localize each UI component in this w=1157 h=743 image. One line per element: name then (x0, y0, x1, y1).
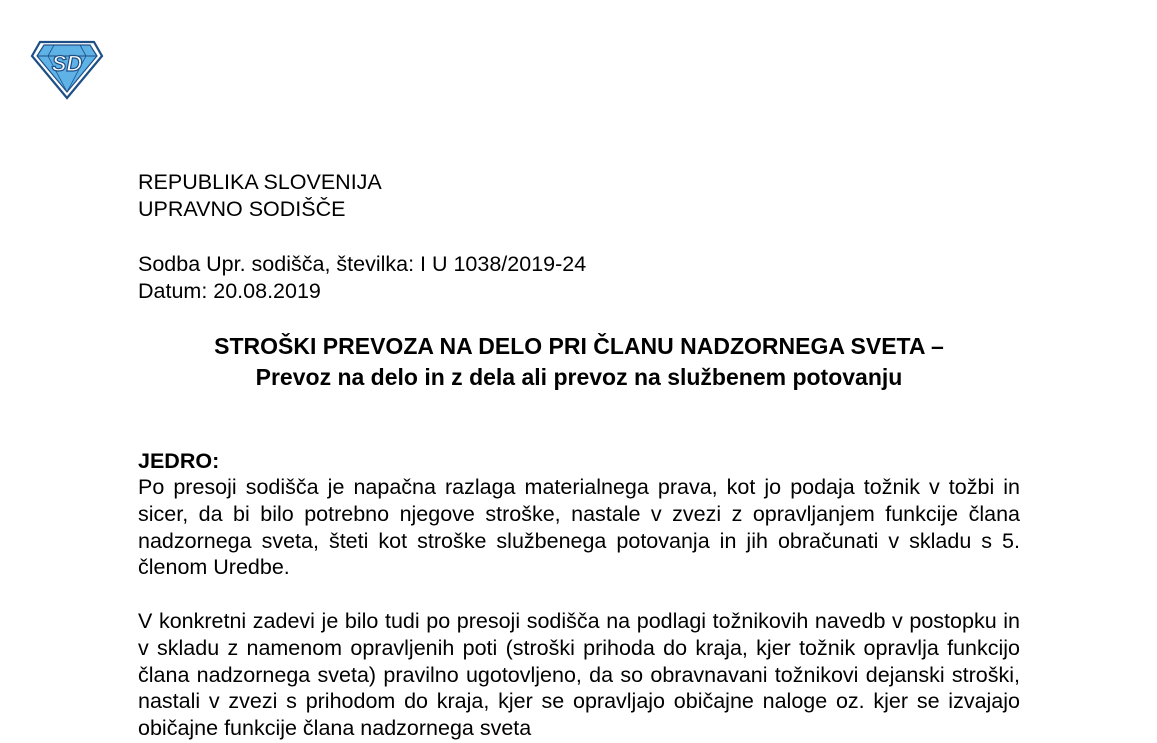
judgment-number: Sodba Upr. sodišča, številka: I U 1038/2019-24 (138, 252, 587, 276)
logo-emblem (30, 38, 104, 100)
document-title-line-2: Prevoz na delo in z dela ali prevoz na službenem potovanju (255, 364, 903, 390)
logo-text: SD (51, 51, 83, 76)
judgment-date: Datum: 20.08.2019 (138, 279, 321, 303)
country-name: REPUBLIKA SLOVENIJA (138, 170, 382, 194)
court-name: UPRAVNO SODIŠČE (138, 197, 346, 221)
document-title-line-1: STROŠKI PREVOZA NA DELO PRI ČLANU NADZORNEGA SVETA – (214, 333, 944, 359)
section-heading-jedro: JEDRO: (138, 449, 220, 473)
paragraph-1: Po presoji sodišča je napačna razlaga materialnega prava, kot jo podaja tožnik v tožbi in sicer, da bi bilo potrebno njegove stroške, nastale v zvezi z opravljanjem funkcije člana nadzornega sveta, šteti kot stroške službenega potovanja in jih obračunati v skladu s 5. členom Uredbe. (138, 475, 1020, 580)
paragraph-2: V konkretni zadevi je bilo tudi po presoji sodišča na podlagi tožnikovih navedb v postopku in v skladu z namenom opravljenih poti (stroški prihoda do kraja, kjer tožnik opravlja funkcijo člana nadzornega sveta) pravilno ugotovljeno, da so obravnavani tožnikovi dejanski stroški, nastali v zvezi s prihodom do kraja, kjer se opravljajo običajne naloge oz. kjer se izvajajo običajne funkcije člana nadzornega sveta (138, 609, 1020, 741)
